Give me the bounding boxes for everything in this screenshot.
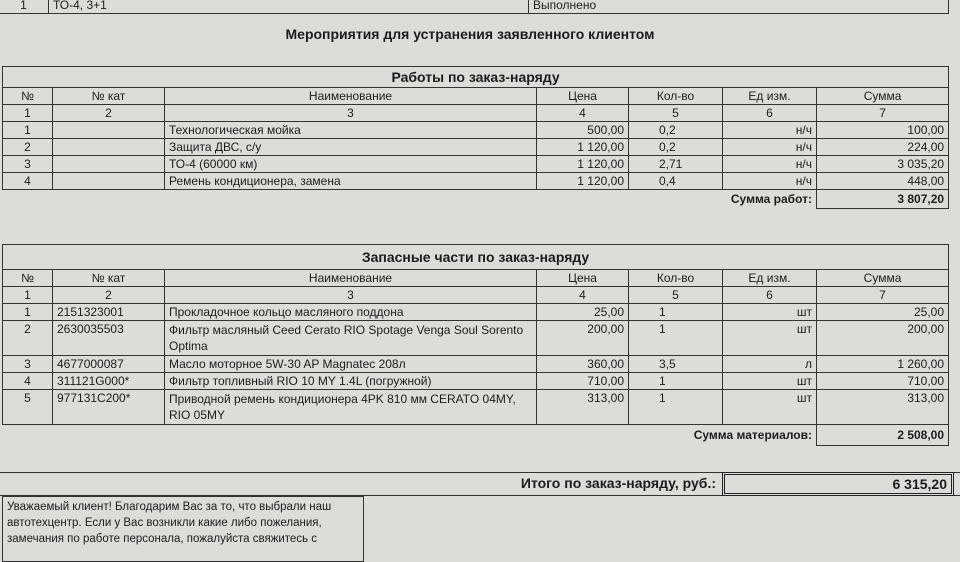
row-price: 200,00 <box>537 321 629 356</box>
row-unit: шт <box>723 321 817 356</box>
row-qty: 1 <box>629 321 723 356</box>
row-name: Ремень кондиционера, замена <box>165 173 537 190</box>
row-name: ТО-4 (60000 км) <box>165 156 537 173</box>
row-sum: 1 260,00 <box>817 356 949 373</box>
works-table <box>2 66 949 209</box>
parts-colnum: 5 <box>629 287 723 304</box>
row-cat: 2630035503 <box>53 321 165 356</box>
works-colnum: 3 <box>165 105 537 122</box>
grand-total-label: Итого по заказ-наряду, руб.: <box>520 475 716 491</box>
parts-colnum: 7 <box>817 287 949 304</box>
row-num: 2 <box>3 139 53 156</box>
works-total-value: 3 807,20 <box>817 190 949 209</box>
parts-header: Кол-во <box>629 270 723 287</box>
row-sum: 100,00 <box>817 122 949 139</box>
parts-header: Сумма <box>817 270 949 287</box>
row-qty: 1 <box>629 373 723 390</box>
row-sum: 25,00 <box>817 304 949 321</box>
parts-header: Наименование <box>165 270 537 287</box>
row-unit: л <box>723 356 817 373</box>
row-price: 1 120,00 <box>537 173 629 190</box>
row-unit: шт <box>723 390 817 425</box>
row-price: 360,00 <box>537 356 629 373</box>
row-cat <box>53 156 165 173</box>
row-price: 710,00 <box>537 373 629 390</box>
table-row <box>3 356 949 373</box>
works-colnum: 2 <box>53 105 165 122</box>
works-header: Ед изм. <box>723 88 817 105</box>
footer-note: Уважаемый клиент! Благодарим Вас за то, что выбрали наш автотехцентр. Если у Вас возникли какие либо пожелания, замечания по работе персонала, пожалуйста свяжитесь с <box>2 496 364 562</box>
works-header: Цена <box>537 88 629 105</box>
section-heading: Мероприятия для устранения заявленного клиентом <box>285 26 655 42</box>
row-price: 313,00 <box>537 390 629 425</box>
row-num: 3 <box>3 156 53 173</box>
row-qty: 2,71 <box>629 156 723 173</box>
parts-header: № кат <box>53 270 165 287</box>
row-price: 25,00 <box>537 304 629 321</box>
row-qty: 0,2 <box>629 122 723 139</box>
row-sum: 448,00 <box>817 173 949 190</box>
row-name: Технологическая мойка <box>165 122 537 139</box>
row-cat <box>53 122 165 139</box>
works-colnum: 1 <box>3 105 53 122</box>
table-row <box>3 304 949 321</box>
table-row <box>3 173 949 190</box>
row-cat: 977131C200* <box>53 390 165 425</box>
row-unit: шт <box>723 373 817 390</box>
row-unit: н/ч <box>723 173 817 190</box>
table-row <box>3 156 949 173</box>
top-row-name: ТО-4, 3+1 <box>49 0 529 14</box>
top-row-table <box>0 0 949 14</box>
row-unit: н/ч <box>723 139 817 156</box>
parts-total-label: Сумма материалов: <box>3 425 817 446</box>
works-header: Кол-во <box>629 88 723 105</box>
parts-colnum: 1 <box>3 287 53 304</box>
row-name: Фильтр топливный RIO 10 MY 1.4L (погружной) <box>165 373 537 390</box>
parts-title: Запасные части по заказ-наряду <box>3 245 949 270</box>
works-colnum: 4 <box>537 105 629 122</box>
row-cat <box>53 173 165 190</box>
row-cat: 4677000087 <box>53 356 165 373</box>
row-price: 500,00 <box>537 122 629 139</box>
works-header: № кат <box>53 88 165 105</box>
table-row <box>3 321 949 356</box>
row-num: 2 <box>3 321 53 356</box>
row-unit: н/ч <box>723 156 817 173</box>
table-row <box>3 139 949 156</box>
parts-colnum: 2 <box>53 287 165 304</box>
row-name: Фильтр масляный Ceed Cerato RIO Spotage Venga Soul Sorento Optima <box>165 321 537 356</box>
parts-header: Ед изм. <box>723 270 817 287</box>
row-num: 4 <box>3 173 53 190</box>
table-row <box>3 390 949 425</box>
row-sum: 224,00 <box>817 139 949 156</box>
parts-colnum: 6 <box>723 287 817 304</box>
row-num: 3 <box>3 356 53 373</box>
table-row <box>3 373 949 390</box>
works-total-label: Сумма работ: <box>3 190 817 209</box>
row-num: 1 <box>3 122 53 139</box>
row-cat: 2151323001 <box>53 304 165 321</box>
works-colnum: 7 <box>817 105 949 122</box>
table-row <box>3 122 949 139</box>
row-sum: 200,00 <box>817 321 949 356</box>
row-cat: 311121G000* <box>53 373 165 390</box>
row-cat <box>53 139 165 156</box>
parts-total-value: 2 508,00 <box>817 425 949 446</box>
parts-header: Цена <box>537 270 629 287</box>
row-name: Защита ДВС, с/у <box>165 139 537 156</box>
parts-table <box>2 244 949 446</box>
row-qty: 0,4 <box>629 173 723 190</box>
parts-header: № <box>3 270 53 287</box>
row-name: Приводной ремень кондиционера 4PK 810 мм CERATO 04MY, RIO 05MY <box>165 390 537 425</box>
row-num: 1 <box>3 304 53 321</box>
row-qty: 1 <box>629 304 723 321</box>
row-num: 5 <box>3 390 53 425</box>
row-sum: 3 035,20 <box>817 156 949 173</box>
row-qty: 3,5 <box>629 356 723 373</box>
row-qty: 1 <box>629 390 723 425</box>
works-header: Сумма <box>817 88 949 105</box>
parts-colnum: 4 <box>537 287 629 304</box>
works-colnum: 5 <box>629 105 723 122</box>
top-row-num: 1 <box>0 0 49 14</box>
row-sum: 710,00 <box>817 373 949 390</box>
row-qty: 0,2 <box>629 139 723 156</box>
parts-colnum: 3 <box>165 287 537 304</box>
row-unit: шт <box>723 304 817 321</box>
row-price: 1 120,00 <box>537 156 629 173</box>
works-header: Наименование <box>165 88 537 105</box>
works-title: Работы по заказ-наряду <box>3 67 949 88</box>
row-price: 1 120,00 <box>537 139 629 156</box>
row-unit: н/ч <box>723 122 817 139</box>
grand-total-value: 6 315,20 <box>722 472 954 496</box>
row-num: 4 <box>3 373 53 390</box>
works-header: № <box>3 88 53 105</box>
row-sum: 313,00 <box>817 390 949 425</box>
row-name: Масло моторное 5W-30 AP Magnatec 208л <box>165 356 537 373</box>
row-name: Прокладочное кольцо масляного поддона <box>165 304 537 321</box>
top-row-status: Выполнено <box>529 0 949 14</box>
works-colnum: 6 <box>723 105 817 122</box>
